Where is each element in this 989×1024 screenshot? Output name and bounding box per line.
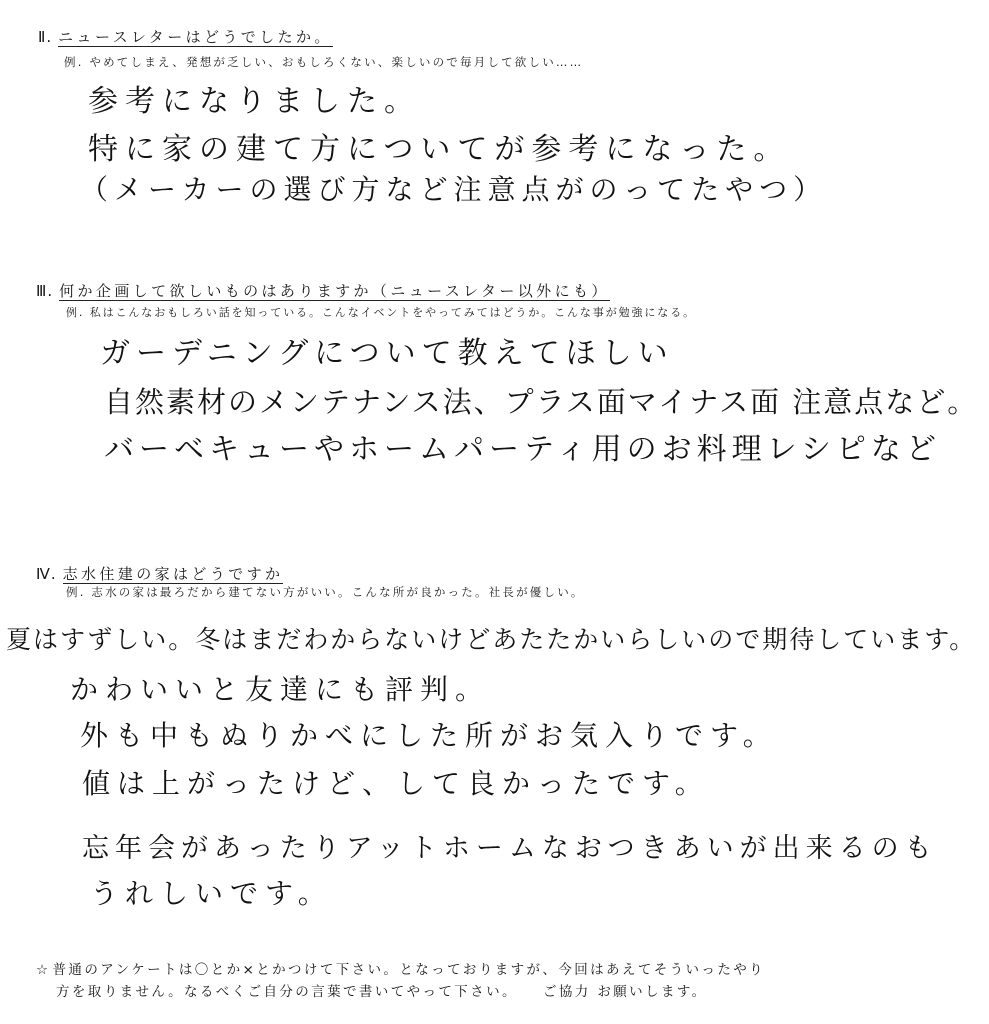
section-2-question: ニュースレターはどうでしたか。 [58, 28, 333, 46]
section-4-answer-line-1: 夏はすずしい。冬はまだわからないけどあたたかいらしいので期待しています。 [6, 625, 977, 654]
section-2-heading [38, 28, 333, 47]
section-3-number: Ⅲ. [36, 282, 54, 300]
section-3-example: 例. 私はこんなおもしろい話を知っている。こんなイベントをやってみてはどうか。こんな事が勉強になる。 [66, 306, 696, 319]
section-4-answer-line-3: 外も中もぬりかべにした所がお気入りです。 [80, 719, 778, 752]
section-2-example: 例. やめてしまえ、発想が乏しい、おもしろくない、楽しいので毎月して欲しい…… [64, 55, 584, 69]
section-2-answer-line-3: （メーカーの選び方など注意点がのってたやつ） [80, 173, 828, 206]
section-3-heading [36, 282, 610, 301]
footer-note-line-2: 方を取りません。なるべくご自分の言葉で書いてやって下さい。 ご協力 お願いします。 [56, 984, 708, 1000]
footer-note-text-1: 普通のアンケートは〇とか×とかつけて下さい。となっておりますが、今回はあえてそういったやり [52, 962, 766, 978]
section-4-heading [36, 565, 283, 584]
section-4-answer-line-2: かわいいと友達にも評判。 [70, 673, 491, 706]
section-4-example: 例. 志水の家は最ろだから建てない方がいい。こんな所が良かった。社長が優しい。 [66, 585, 585, 599]
section-2-answer-line-1: 参考になりました。 [88, 84, 421, 119]
section-4-answer-line-5: 忘年会があったりアットホームなおつきあいが出来るのも [82, 833, 938, 864]
section-2-answer-line-2: 特に家の建て方についてが参考になった。 [88, 132, 791, 167]
section-4-question: 志水住建の家はどうですか [62, 565, 284, 583]
section-3-answer-line-3: バーベキューやホームパーティ用のお料理レシピなど [104, 432, 941, 467]
section-4-answer-line-4: 値は上がったけど、して良かったです。 [82, 767, 710, 800]
section-2-number: Ⅱ. [38, 28, 53, 46]
section-4-answer-line-6: うれしいです。 [90, 877, 333, 910]
section-4-number: Ⅳ. [36, 565, 57, 583]
footer-note-line-1 [36, 958, 765, 978]
section-3-answer-line-2: 自然素材のメンテナンス法、プラス面マイナス面 注意点など。 [104, 385, 979, 419]
star-icon: ☆ [36, 962, 51, 978]
section-3-answer-line-1: ガーデニングについて教えてほしい [100, 336, 674, 371]
section-3-question: 何か企画して欲しいものはありますか（ニュースレター以外にも） [59, 282, 610, 300]
